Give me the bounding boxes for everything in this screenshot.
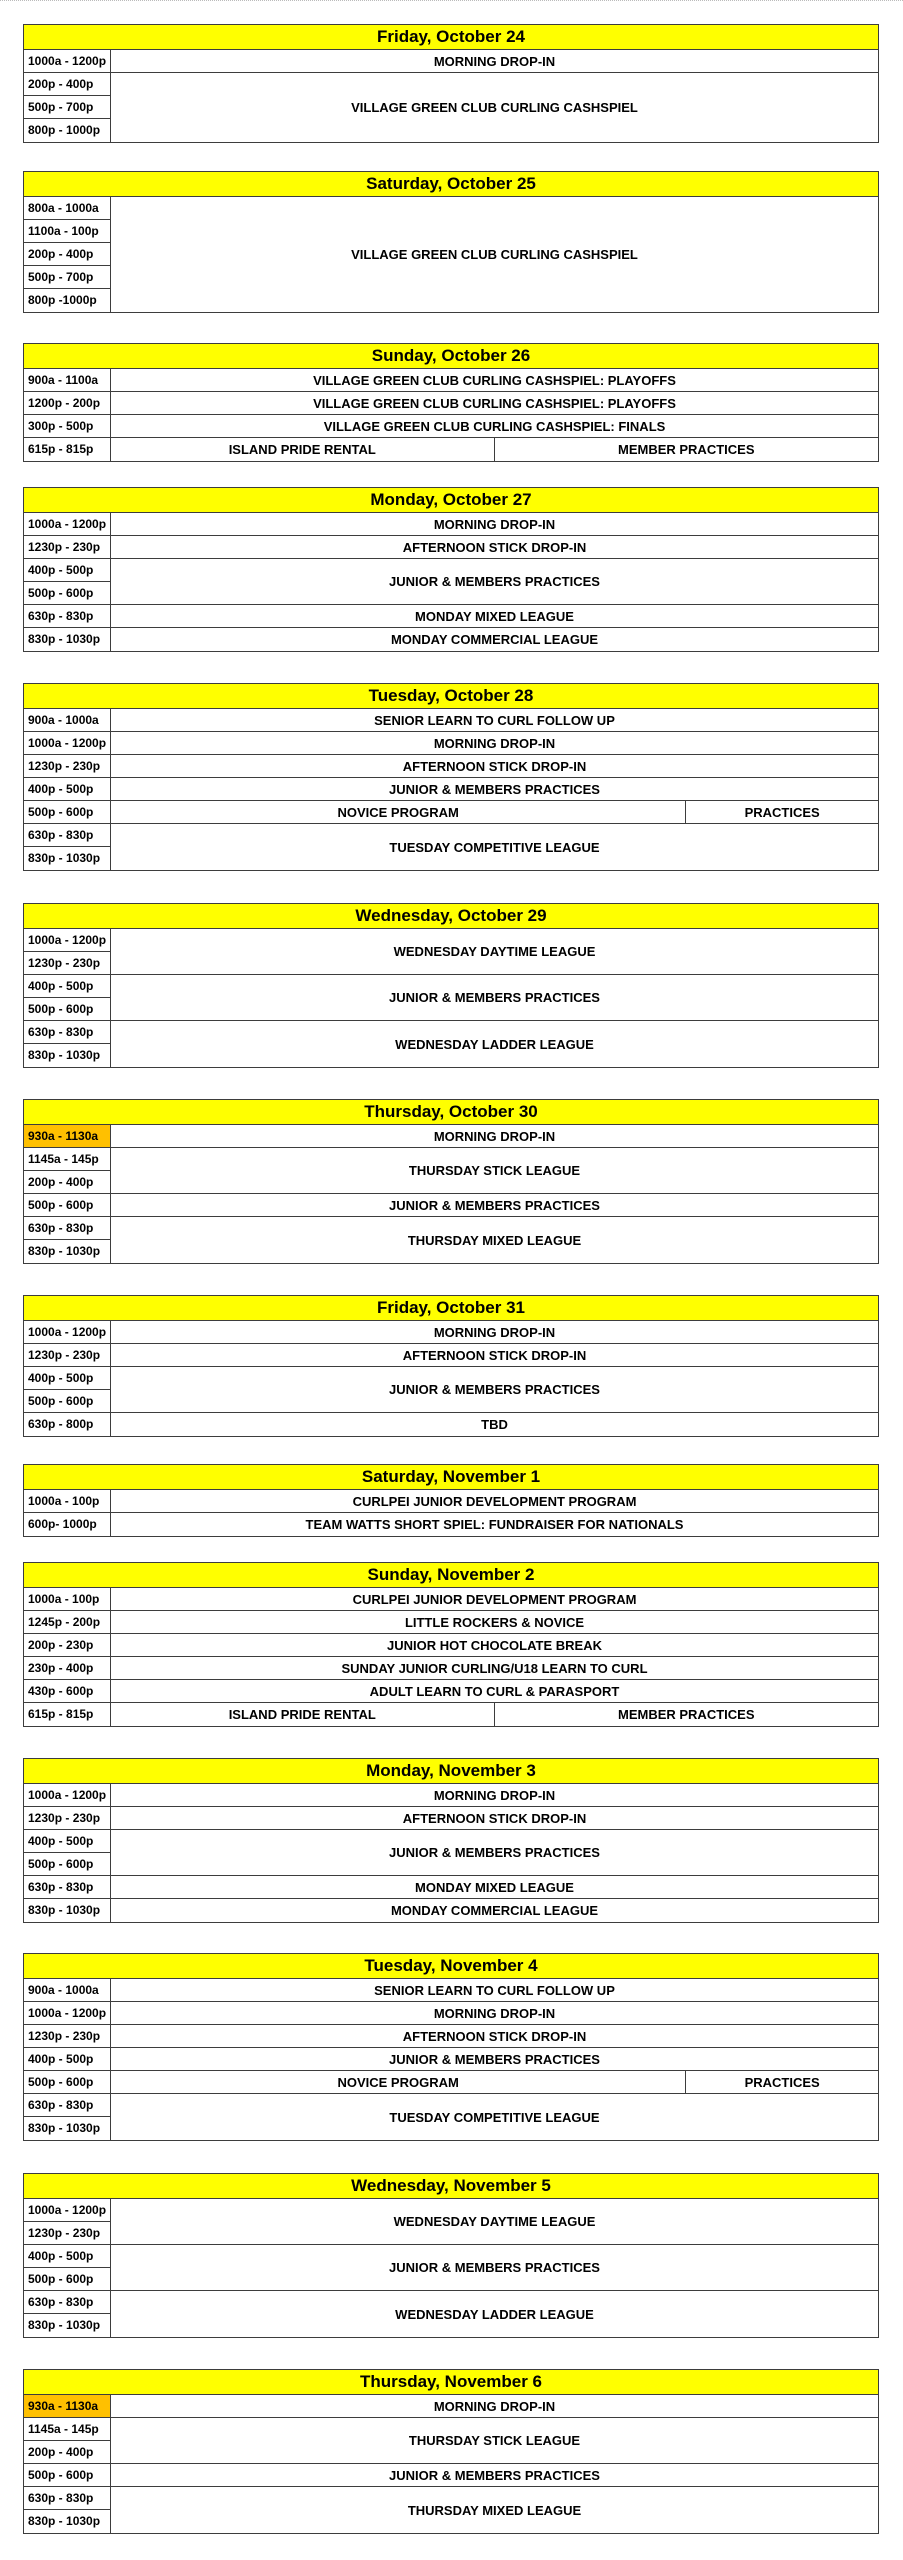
event-cell: MORNING DROP-IN	[111, 1784, 878, 1807]
day-header: Saturday, October 25	[24, 172, 878, 197]
event-cell: ISLAND PRIDE RENTAL	[111, 1703, 495, 1726]
time-slot: 830p - 1030p	[24, 1044, 111, 1067]
time-slot: 200p - 400p	[24, 73, 111, 96]
time-slot: 500p - 700p	[24, 96, 111, 119]
time-slot: 500p - 700p	[24, 266, 111, 289]
time-slot: 830p - 1030p	[24, 2314, 111, 2337]
time-slot: 500p - 600p	[24, 2268, 111, 2291]
event-cell: WEDNESDAY LADDER LEAGUE	[395, 2306, 594, 2322]
time-slot: 200p - 400p	[24, 243, 111, 266]
day-header: Tuesday, November 4	[24, 1954, 878, 1979]
event-cell: MORNING DROP-IN	[111, 732, 878, 755]
day-header: Monday, November 3	[24, 1759, 878, 1784]
time-slot: 1230p - 230p	[24, 1344, 111, 1367]
time-slot: 630p - 800p	[24, 1413, 111, 1436]
time-slot: 400p - 500p	[24, 1830, 111, 1853]
day-table	[23, 1758, 879, 1923]
time-slot: 1230p - 230p	[24, 536, 111, 559]
event-cell: MONDAY COMMERCIAL LEAGUE	[390, 1903, 599, 1918]
event-cell: MORNING DROP-IN	[111, 1125, 878, 1148]
event-cell: MONDAY MIXED LEAGUE	[111, 605, 878, 628]
event-cell: SENIOR LEARN TO CURL FOLLOW UP	[111, 1979, 878, 2002]
day-rows	[24, 1784, 878, 1922]
time-slot: 400p - 500p	[24, 1367, 111, 1390]
event-cell: JUNIOR & MEMBERS PRACTICES	[111, 2464, 878, 2487]
page-top-divider	[0, 0, 903, 3]
event-cell: PRACTICES	[686, 801, 878, 824]
day-rows	[24, 1588, 878, 1726]
day-header: Sunday, November 2	[24, 1563, 878, 1588]
event-cell: JUNIOR HOT CHOCOLATE BREAK	[111, 1634, 878, 1657]
day-table	[23, 171, 879, 313]
time-slot: 500p - 600p	[24, 1853, 111, 1876]
event-cell: TUESDAY COMPETITIVE LEAGUE	[389, 839, 600, 855]
event-cell: JUNIOR & MEMBERS PRACTICES	[111, 1194, 878, 1217]
time-slot: 1000a - 1200p	[24, 50, 111, 73]
event-cell: JUNIOR & MEMBERS PRACTICES	[111, 778, 878, 801]
time-slot: 630p - 830p	[24, 824, 111, 847]
day-rows	[24, 50, 878, 142]
time-slot: 630p - 830p	[24, 1217, 111, 1240]
time-slot: 630p - 830p	[24, 2291, 111, 2314]
event-cell: ISLAND PRIDE RENTAL	[111, 438, 495, 461]
time-slot: 1145a - 145p	[24, 1148, 111, 1171]
time-slot: 1145a - 145p	[24, 2418, 111, 2441]
day-header: Tuesday, October 28	[24, 684, 878, 709]
time-slot: 1230p - 230p	[24, 952, 111, 975]
event-cell: CURLPEI JUNIOR DEVELOPMENT PROGRAM	[111, 1588, 878, 1611]
time-slot: 800a - 1000a	[24, 197, 111, 220]
time-slot: 800p - 1000p	[24, 119, 111, 142]
time-slot: 900a - 1000a	[24, 709, 111, 732]
time-slot: 1230p - 230p	[24, 2222, 111, 2245]
event-cell: VILLAGE GREEN CLUB CURLING CASHSPIEL: PLAYOFFS	[111, 369, 878, 392]
day-rows	[24, 369, 878, 461]
time-slot: 400p - 500p	[24, 2048, 111, 2071]
time-slot: 1245p - 200p	[24, 1611, 111, 1634]
event-cell: SUNDAY JUNIOR CURLING/U18 LEARN TO CURL	[111, 1657, 878, 1680]
day-header: Friday, October 31	[24, 1296, 878, 1321]
event-cell: JUNIOR & MEMBERS PRACTICES	[111, 2048, 878, 2071]
event-cell: JUNIOR & MEMBERS PRACTICES	[111, 1830, 878, 1876]
event-cell: JUNIOR & MEMBERS PRACTICES	[111, 559, 878, 605]
time-slot: 630p - 830p	[24, 605, 111, 628]
time-slot: 1230p - 230p	[24, 755, 111, 778]
time-slot: 500p - 600p	[24, 582, 111, 605]
day-rows	[24, 1490, 878, 1536]
day-table	[23, 1464, 879, 1537]
day-header: Wednesday, October 29	[24, 904, 878, 929]
time-slot: 500p - 600p	[24, 2464, 111, 2487]
time-slot: 1000a - 1200p	[24, 929, 111, 952]
time-slot: 930a - 1130a	[24, 2395, 111, 2418]
day-rows	[24, 1321, 878, 1436]
event-cell: JUNIOR & MEMBERS PRACTICES	[111, 975, 878, 1021]
time-slot: 1000a - 1200p	[24, 732, 111, 755]
day-header: Monday, October 27	[24, 488, 878, 513]
time-slot: 830p - 1030p	[24, 1899, 111, 1922]
event-cell: THURSDAY MIXED LEAGUE	[407, 2502, 582, 2518]
time-slot: 600p- 1000p	[24, 1513, 111, 1536]
day-table	[23, 2173, 879, 2338]
event-cell: AFTERNOON STICK DROP-IN	[111, 536, 878, 559]
day-header: Saturday, November 1	[24, 1465, 878, 1490]
event-cell: NOVICE PROGRAM	[111, 2071, 686, 2094]
time-slot: 1000a - 1200p	[24, 513, 111, 536]
time-slot: 400p - 500p	[24, 2245, 111, 2268]
day-table	[23, 24, 879, 143]
time-slot: 500p - 600p	[24, 998, 111, 1021]
day-rows	[24, 513, 878, 651]
event-cell: AFTERNOON STICK DROP-IN	[111, 755, 878, 778]
day-header: Sunday, October 26	[24, 344, 878, 369]
time-slot: 830p - 1030p	[24, 2510, 111, 2533]
event-cell: VILLAGE GREEN CLUB CURLING CASHSPIEL: FINALS	[111, 415, 878, 438]
time-slot: 615p - 815p	[24, 1703, 111, 1726]
day-table	[23, 1953, 879, 2141]
time-slot: 930a - 1130a	[24, 1125, 111, 1148]
time-slot: 1000a - 1200p	[24, 2002, 111, 2025]
day-header: Wednesday, November 5	[24, 2174, 878, 2199]
event-cell: AFTERNOON STICK DROP-IN	[111, 2025, 878, 2048]
event-cell: MORNING DROP-IN	[111, 50, 878, 73]
time-slot: 200p - 400p	[24, 1171, 111, 1194]
time-slot: 1000a - 1200p	[24, 1784, 111, 1807]
time-slot: 1230p - 230p	[24, 2025, 111, 2048]
event-cell: THURSDAY STICK LEAGUE	[111, 1148, 878, 1194]
event-cell: CURLPEI JUNIOR DEVELOPMENT PROGRAM	[111, 1490, 878, 1513]
time-slot: 830p - 1030p	[24, 847, 111, 870]
time-slot: 615p - 815p	[24, 438, 111, 461]
event-cell: AFTERNOON STICK DROP-IN	[111, 1344, 878, 1367]
event-cell: MORNING DROP-IN	[111, 2002, 878, 2025]
time-slot: 1200p - 200p	[24, 392, 111, 415]
day-table	[23, 1099, 879, 1264]
event-cell: PRACTICES	[686, 2071, 878, 2094]
event-cell: ADULT LEARN TO CURL & PARASPORT	[111, 1680, 878, 1703]
time-slot: 500p - 600p	[24, 801, 111, 824]
time-slot: 400p - 500p	[24, 559, 111, 582]
event-cell: TBD	[481, 1417, 508, 1432]
time-slot: 230p - 400p	[24, 1657, 111, 1680]
event-cell: NOVICE PROGRAM	[111, 801, 686, 824]
day-rows	[24, 929, 878, 1067]
day-rows	[24, 1979, 878, 2140]
event-cell: VILLAGE GREEN CLUB CURLING CASHSPIEL	[351, 100, 638, 115]
event-cell: MORNING DROP-IN	[111, 1321, 878, 1344]
time-slot: 430p - 600p	[24, 1680, 111, 1703]
event-cell: MEMBER PRACTICES	[617, 442, 755, 457]
day-header: Friday, October 24	[24, 25, 878, 50]
event-cell: WEDNESDAY DAYTIME LEAGUE	[111, 929, 878, 975]
event-cell: THURSDAY STICK LEAGUE	[111, 2418, 878, 2464]
time-slot: 500p - 600p	[24, 1390, 111, 1413]
day-rows	[24, 2199, 878, 2337]
event-cell: VILLAGE GREEN CLUB CURLING CASHSPIEL: PLAYOFFS	[111, 392, 878, 415]
time-slot: 200p - 400p	[24, 2441, 111, 2464]
time-slot: 800p -1000p	[24, 289, 111, 312]
time-slot: 1230p - 230p	[24, 1807, 111, 1830]
day-rows	[24, 197, 878, 312]
time-slot: 630p - 830p	[24, 1021, 111, 1044]
event-cell: JUNIOR & MEMBERS PRACTICES	[111, 1367, 878, 1413]
event-cell: SENIOR LEARN TO CURL FOLLOW UP	[111, 709, 878, 732]
time-slot: 830p - 1030p	[24, 2117, 111, 2140]
time-slot: 900a - 1000a	[24, 1979, 111, 2002]
time-slot: 400p - 500p	[24, 778, 111, 801]
event-cell: AFTERNOON STICK DROP-IN	[111, 1807, 878, 1830]
day-table	[23, 1562, 879, 1727]
day-table	[23, 2369, 879, 2534]
time-slot: 300p - 500p	[24, 415, 111, 438]
time-slot: 1000a - 100p	[24, 1588, 111, 1611]
day-table	[23, 487, 879, 652]
event-cell: MORNING DROP-IN	[111, 2395, 878, 2418]
event-cell: MONDAY COMMERCIAL LEAGUE	[390, 632, 599, 647]
event-cell: TEAM WATTS SHORT SPIEL: FUNDRAISER FOR NATIONALS	[305, 1517, 684, 1532]
day-rows	[24, 2395, 878, 2533]
time-slot: 900a - 1100a	[24, 369, 111, 392]
day-table	[23, 343, 879, 462]
event-cell: THURSDAY MIXED LEAGUE	[407, 1232, 582, 1248]
time-slot: 830p - 1030p	[24, 1240, 111, 1263]
day-rows	[24, 709, 878, 870]
day-table	[23, 683, 879, 871]
day-header: Thursday, November 6	[24, 2370, 878, 2395]
event-cell: LITTLE ROCKERS & NOVICE	[111, 1611, 878, 1634]
time-slot: 630p - 830p	[24, 2487, 111, 2510]
day-header: Thursday, October 30	[24, 1100, 878, 1125]
time-slot: 400p - 500p	[24, 975, 111, 998]
time-slot: 630p - 830p	[24, 1876, 111, 1899]
time-slot: 1000a - 1200p	[24, 2199, 111, 2222]
time-slot: 630p - 830p	[24, 2094, 111, 2117]
event-cell: TUESDAY COMPETITIVE LEAGUE	[389, 2109, 600, 2125]
event-cell: MONDAY MIXED LEAGUE	[111, 1876, 878, 1899]
event-cell: VILLAGE GREEN CLUB CURLING CASHSPIEL	[351, 247, 638, 262]
event-cell: MORNING DROP-IN	[111, 513, 878, 536]
time-slot: 500p - 600p	[24, 1194, 111, 1217]
time-slot: 1000a - 100p	[24, 1490, 111, 1513]
event-cell: WEDNESDAY LADDER LEAGUE	[395, 1036, 594, 1052]
event-cell: WEDNESDAY DAYTIME LEAGUE	[111, 2199, 878, 2245]
day-table	[23, 1295, 879, 1437]
time-slot: 500p - 600p	[24, 2071, 111, 2094]
time-slot: 1000a - 1200p	[24, 1321, 111, 1344]
time-slot: 200p - 230p	[24, 1634, 111, 1657]
event-cell: JUNIOR & MEMBERS PRACTICES	[111, 2245, 878, 2291]
day-rows	[24, 1125, 878, 1263]
time-slot: 830p - 1030p	[24, 628, 111, 651]
day-table	[23, 903, 879, 1068]
event-cell: MEMBER PRACTICES	[617, 1707, 755, 1722]
time-slot: 1100a - 100p	[24, 220, 111, 243]
